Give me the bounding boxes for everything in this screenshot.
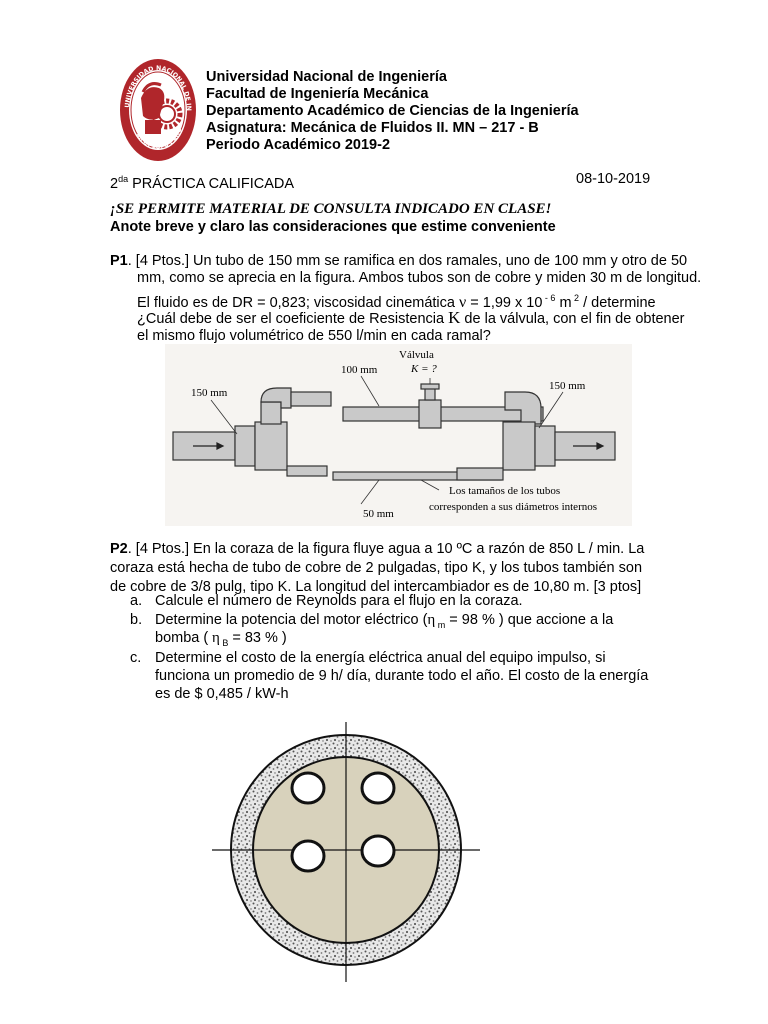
figure-note-line-2: corresponden a sus diámetros internos xyxy=(429,501,598,513)
department-name: Departamento Académico de Ciencias de la Ingeniería xyxy=(206,103,579,119)
tube-top-right xyxy=(362,773,394,803)
pipe-diagram xyxy=(165,344,632,526)
university-logo xyxy=(119,58,197,162)
p2-item-a-marker: a. xyxy=(130,593,143,609)
p2-item-a-text: Calcule el número de Reynolds para el flujo en la coraza. xyxy=(155,593,523,609)
p1-line-4: ¿Cuál debe de ser el coeficiente de Resistencia K de la válvula, con el fin de obtener xyxy=(137,308,685,327)
academic-period: Periodo Académico 2019-2 xyxy=(206,137,391,153)
p1-line-5: el mismo flujo volumétrico de 550 l/min en cada ramal? xyxy=(137,328,491,344)
p2-line-1: P2. [4 Ptos.] En la coraza de la figura fluye agua a 10 ºC a razón de 850 L / min. La xyxy=(110,541,645,557)
label-150-left: 150 mm xyxy=(191,387,228,399)
logo-ring-text-top: UNIVERSIDAD NACIONAL DE IN xyxy=(124,64,193,111)
exam-title: $2^{da}$ PRÁCTICA CALIFICADA xyxy=(110,174,295,192)
p2-item-c-marker: c. xyxy=(130,650,142,666)
p1-line-2: mm, como se aprecia en la figura. Ambos tubos son de cobre y miden 30 m de longitud. xyxy=(137,270,702,286)
notice-line-1: ¡SE PERMITE MATERIAL DE CONSULTA INDICADO EN CLASE! xyxy=(110,201,552,217)
p2-item-b-line-1: Determine la potencia del motor eléctrico (η $_m$ = 98 % ) que accione a la xyxy=(155,612,614,630)
tube-bottom-right xyxy=(362,836,394,866)
label-50: 50 mm xyxy=(363,508,394,520)
exam-date: 08-10-2019 xyxy=(576,171,651,187)
p2-item-b-marker: b. xyxy=(130,612,143,628)
label-150-right: 150 mm xyxy=(549,380,586,392)
p2-item-c-line-2: funciona un promedio de 9 h/ día, durante todo el año. El costo de la energía xyxy=(155,668,649,684)
faculty-name: Facultad de Ingeniería Mecánica xyxy=(206,86,429,102)
logo-emblem-icon xyxy=(119,58,197,162)
p1-line-3: El fluido es de DR = 0,823; viscosidad cinemática ν = 1,99 x 10 $^{- 6}$ m $^2$ / determine xyxy=(137,293,656,311)
pipe-branch-figure xyxy=(165,344,632,526)
p2-item-b-line-2: bomba ( η $_B$ = 83 % ) xyxy=(155,630,287,648)
p2-item-c-line-3: es de $ 0,485 / kW-h xyxy=(155,686,289,702)
tube-top-left xyxy=(292,773,324,803)
university-name: Universidad Nacional de Ingeniería xyxy=(206,69,447,85)
p2-line-2: coraza está hecha de tubo de cobre de 2 pulgadas, tipo K, y los tubos también son xyxy=(110,560,643,576)
notice-line-2: Anote breve y claro las consideraciones que estime conveniente xyxy=(110,219,556,235)
p1-line-1: P1. [4 Ptos.] Un tubo de 150 mm se ramifica en dos ramales, uno de 100 mm y otro de 50 xyxy=(110,253,688,269)
course-name: Asignatura: Mecánica de Fluidos II. MN – 217 - B xyxy=(206,120,539,136)
tube-bottom-left xyxy=(292,841,324,871)
figure-note-line-1: Los tamaños de los tubos xyxy=(449,485,561,497)
shell-diagram xyxy=(212,718,482,988)
p2-line-3: de cobre de 3/8 pulg, tipo K. La longitud del intercambiador es de 10,80 m. [3 ptos] xyxy=(110,579,642,595)
label-valve: Válvula xyxy=(399,349,434,361)
label-100: 100 mm xyxy=(341,364,378,376)
logo-ring-text-bottom: LIMA 1876 PERU xyxy=(134,126,184,151)
shell-cross-section-figure xyxy=(212,718,482,988)
label-valve-k: K = ? xyxy=(411,363,437,375)
p2-item-c-line-1: Determine el costo de la energía eléctrica anual del equipo impulso, si xyxy=(155,650,606,666)
